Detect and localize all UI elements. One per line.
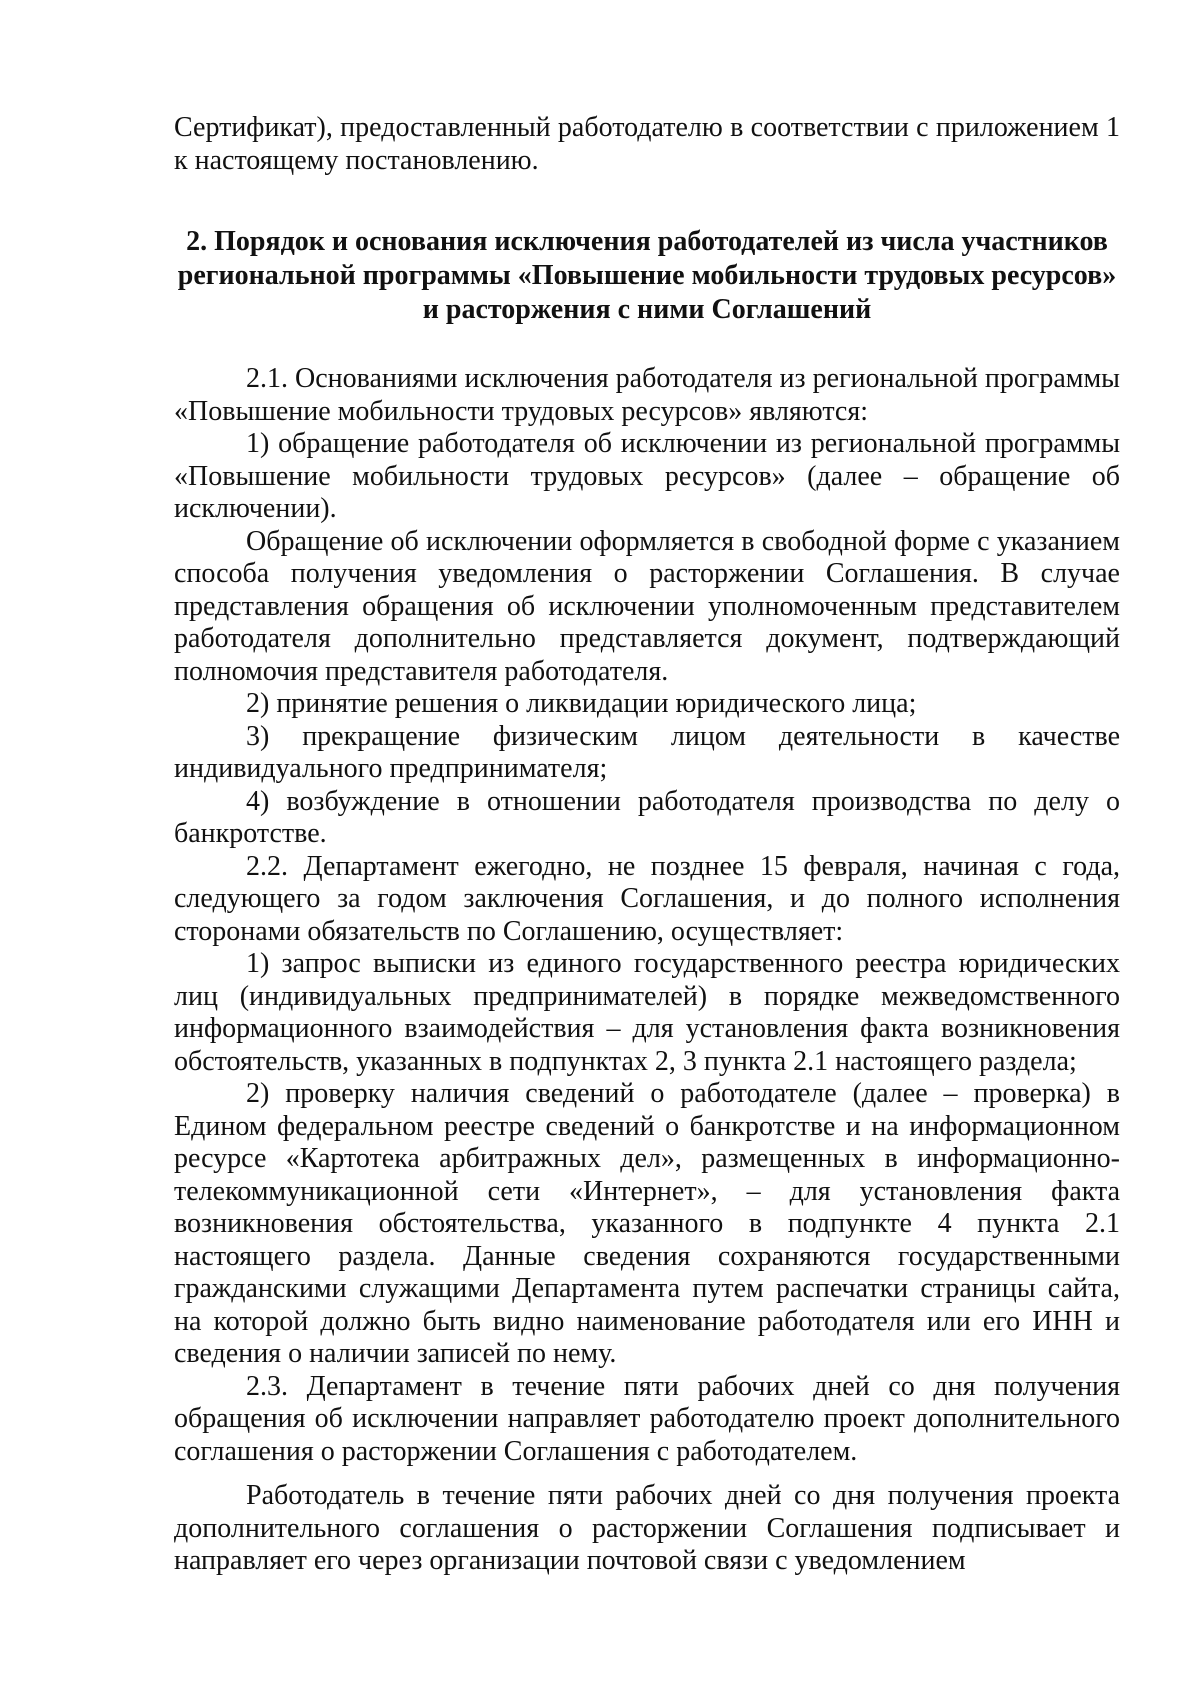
paragraph-2-1: 2.1. Основаниями исключения работодателя из региональной программы «Повышение мобильности трудовых ресурсов» являются: [174,363,1120,427]
paragraph-2-3: 2.3. Департамент в течение пяти рабочих дней со дня получения обращения об исключении направляет работодателю проект дополнительного соглашения о расторжении Соглашения с работодателем. [174,1370,1120,1467]
paragraph-continuation: Сертификат), предоставленный работодателю в соответствии с приложением 1 к настоящему постановлению. [174,112,1120,176]
document-page [174,112,1120,1578]
paragraph-2-1-item-1-detail: Обращение об исключении оформляется в свободной форме с указанием способа получения уведомления о расторжении Соглашения. В случае представления обращения об исключении уполномоченным представителем работодателя дополнительно представляется документ, подтверждающий полномочия представителя работодателя. [174,525,1120,687]
paragraph-2-2-item-2: 2) проверку наличия сведений о работодателе (далее – проверка) в Едином федеральном реестре сведений о банкротстве и на информационном ресурсе «Картотека арбитражных дел», размещенных в информационно-телекоммуникационной сети «Интернет», – для установления факта возникновения обстоятельства, указанного в подпункте 4 пункта 2.1 настоящего раздела. Данные сведения сохраняются государственными гражданскими служащими Департамента путем распечатки страницы сайта, на которой должно быть видно наименование работодателя или его ИНН и сведения о наличии записей по нему. [174,1078,1120,1369]
paragraph-2-1-item-4: 4) возбуждение в отношении работодателя производства по делу о банкротстве. [174,785,1120,849]
section-heading: 2. Порядок и основания исключения работодателей из числа участников региональной программы «Повышение мобильности трудовых ресурсов» и расторжения с ними Соглашений [177,226,1117,325]
paragraph-2-3-employer: Работодатель в течение пяти рабочих дней со дня получения проекта дополнительного соглашения о расторжении Соглашения подписывает и направляет его через организации почтовой связи с уведомлением [174,1480,1120,1576]
paragraph-2-1-item-3: 3) прекращение физическим лицом деятельности в качестве индивидуального предпринимателя; [174,720,1120,784]
paragraph-2-1-item-2: 2) принятие решения о ликвидации юридического лица; [246,688,917,719]
paragraph-2-2-item-1: 1) запрос выписки из единого государственного реестра юридических лиц (индивидуальных предпринимателей) в порядке межведомственного информационного взаимодействия – для установления факта возникновения обстоятельств, указанных в подпунктах 2, 3 пункта 2.1 настоящего раздела; [174,948,1120,1077]
paragraph-2-2: 2.2. Департамент ежегодно, не позднее 15 февраля, начиная с года, следующего за годом заключения Соглашения, и до полного исполнения сторонами обязательств по Соглашению, осуществляет: [174,850,1120,947]
paragraph-2-1-item-1: 1) обращение работодателя об исключении из региональной программы «Повышение мобильности трудовых ресурсов» (далее – обращение об исключении). [174,428,1120,524]
